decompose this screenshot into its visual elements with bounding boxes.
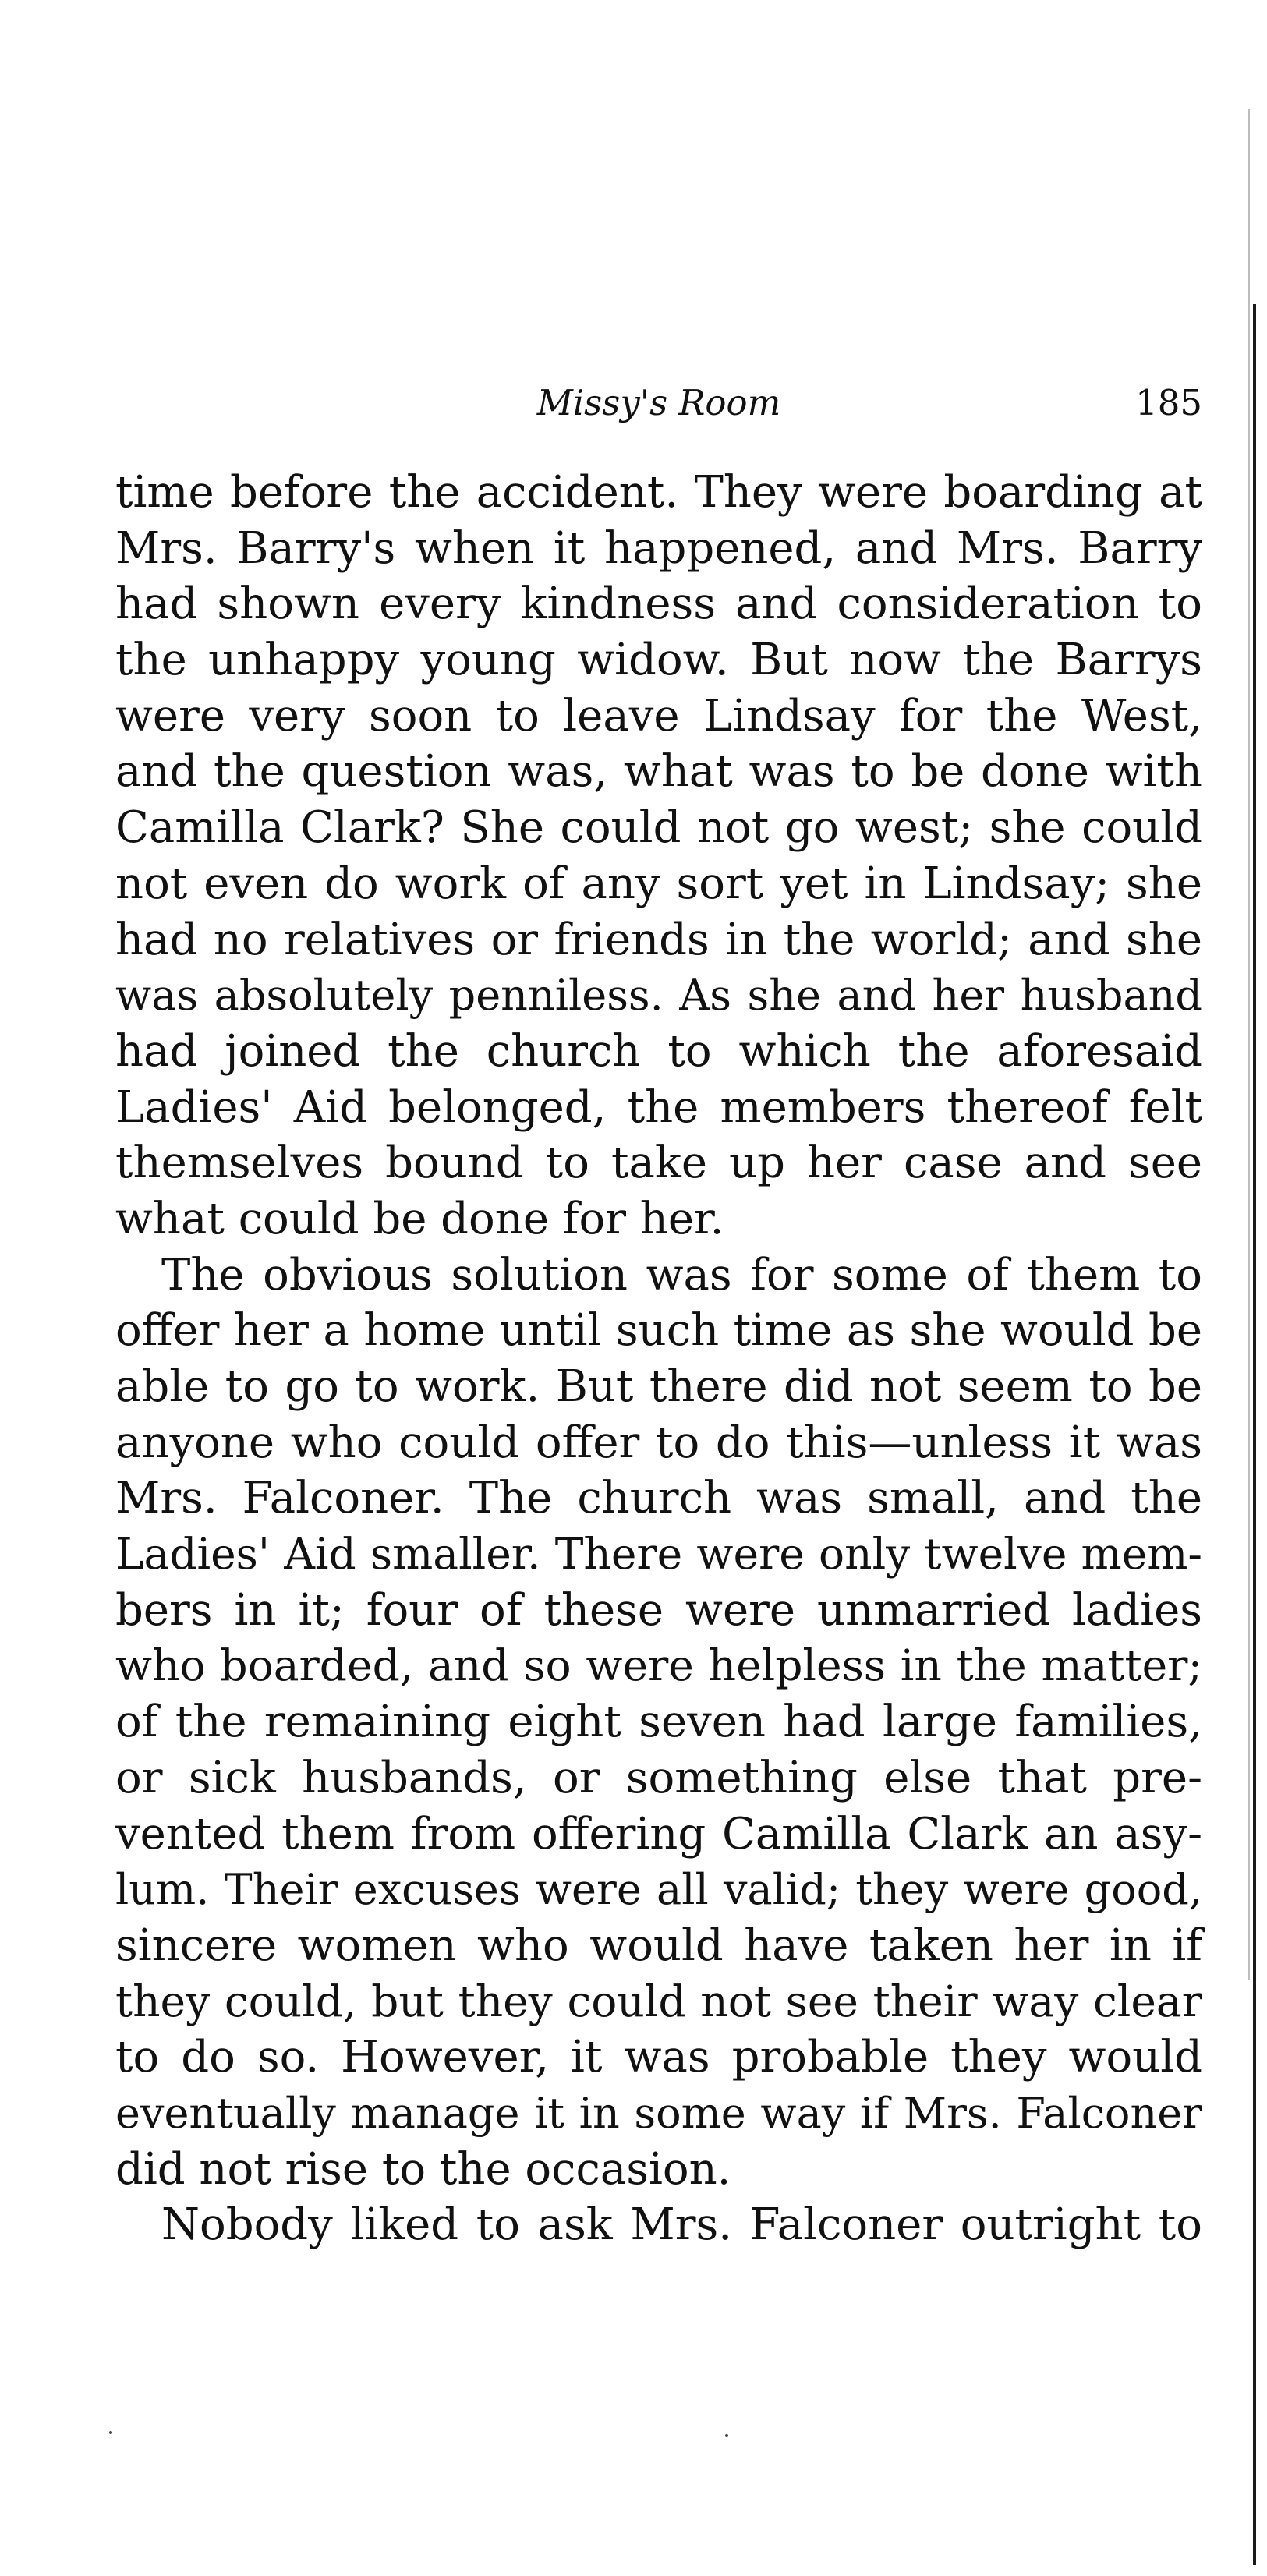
text-line: Ladies' Aid belonged, the members thereof felt (115, 1081, 1202, 1133)
text-line: anyone who could offer to do this—unless it was (115, 1417, 1202, 1468)
page-binding-edge (1253, 304, 1256, 2565)
text-line: had no relatives or friends in the world; and she (115, 914, 1202, 965)
text-line: bers in it; four of these were unmarried ladies (115, 1584, 1202, 1636)
text-line: themselves bound to take up her case and see (115, 1138, 1202, 1189)
text-line: the unhappy young widow. But now the Barrys (115, 635, 1202, 686)
text-line: Mrs. Barry's when it happened, and Mrs. Barry (115, 522, 1202, 574)
text-line: were very soon to leave Lindsay for the West, (115, 690, 1202, 741)
text-line: sincere women who would have taken her in if (115, 1920, 1202, 1971)
text-line: Ladies' Aid smaller. There were only twelve mem- (115, 1529, 1202, 1580)
paragraph-end-line: what could be done for her. (115, 1193, 724, 1244)
text-line: lum. Their excuses were all valid; they were good, (115, 1865, 1202, 1915)
paragraph-start-line: The obvious solution was for some of them to (161, 1249, 1202, 1300)
text-line: was absolutely penniless. As she and her husband (115, 971, 1202, 1021)
text-line: who boarded, and so were helpless in the matter; (115, 1640, 1202, 1691)
page-number: 185 (1135, 382, 1202, 423)
running-head (115, 380, 1202, 426)
body-text (115, 465, 1202, 2253)
text-line: offer her a home until such time as she would be (115, 1305, 1202, 1357)
text-line: or sick husbands, or something else that pre- (115, 1752, 1202, 1803)
text-line: to do so. However, it was probable they would (115, 2032, 1202, 2083)
text-line: vented them from offering Camilla Clark an asy- (115, 1808, 1202, 1859)
scan-speck (725, 2434, 728, 2437)
text-line: able to go to work. But there did not seem to be (115, 1361, 1202, 1412)
text-line: and the question was, what was to be done with (115, 746, 1202, 798)
text-line: eventually manage it in some way if Mrs. Falconer (115, 2088, 1202, 2138)
paragraph-end-line: did not rise to the occasion. (115, 2143, 731, 2195)
text-line: not even do work of any sort yet in Lindsay; she (115, 858, 1202, 909)
scan-speck (109, 2431, 112, 2434)
scan-edge-shadow (1248, 109, 1250, 1980)
paragraph-start-line: Nobody liked to ask Mrs. Falconer outright to (161, 2199, 1202, 2251)
text-line: time before the accident. They were boarding at (115, 467, 1202, 518)
text-line: of the remaining eight seven had large families, (115, 1697, 1202, 1748)
text-line: Camilla Clark? She could not go west; she could (115, 802, 1202, 854)
text-line: Mrs. Falconer. The church was small, and the (115, 1473, 1202, 1524)
text-line: had shown every kindness and consideration to (115, 579, 1202, 630)
running-title: Missy's Room (536, 382, 781, 423)
text-line: had joined the church to which the aforesaid (115, 1025, 1202, 1077)
text-line: they could, but they could not see their way clear (115, 1976, 1202, 2026)
